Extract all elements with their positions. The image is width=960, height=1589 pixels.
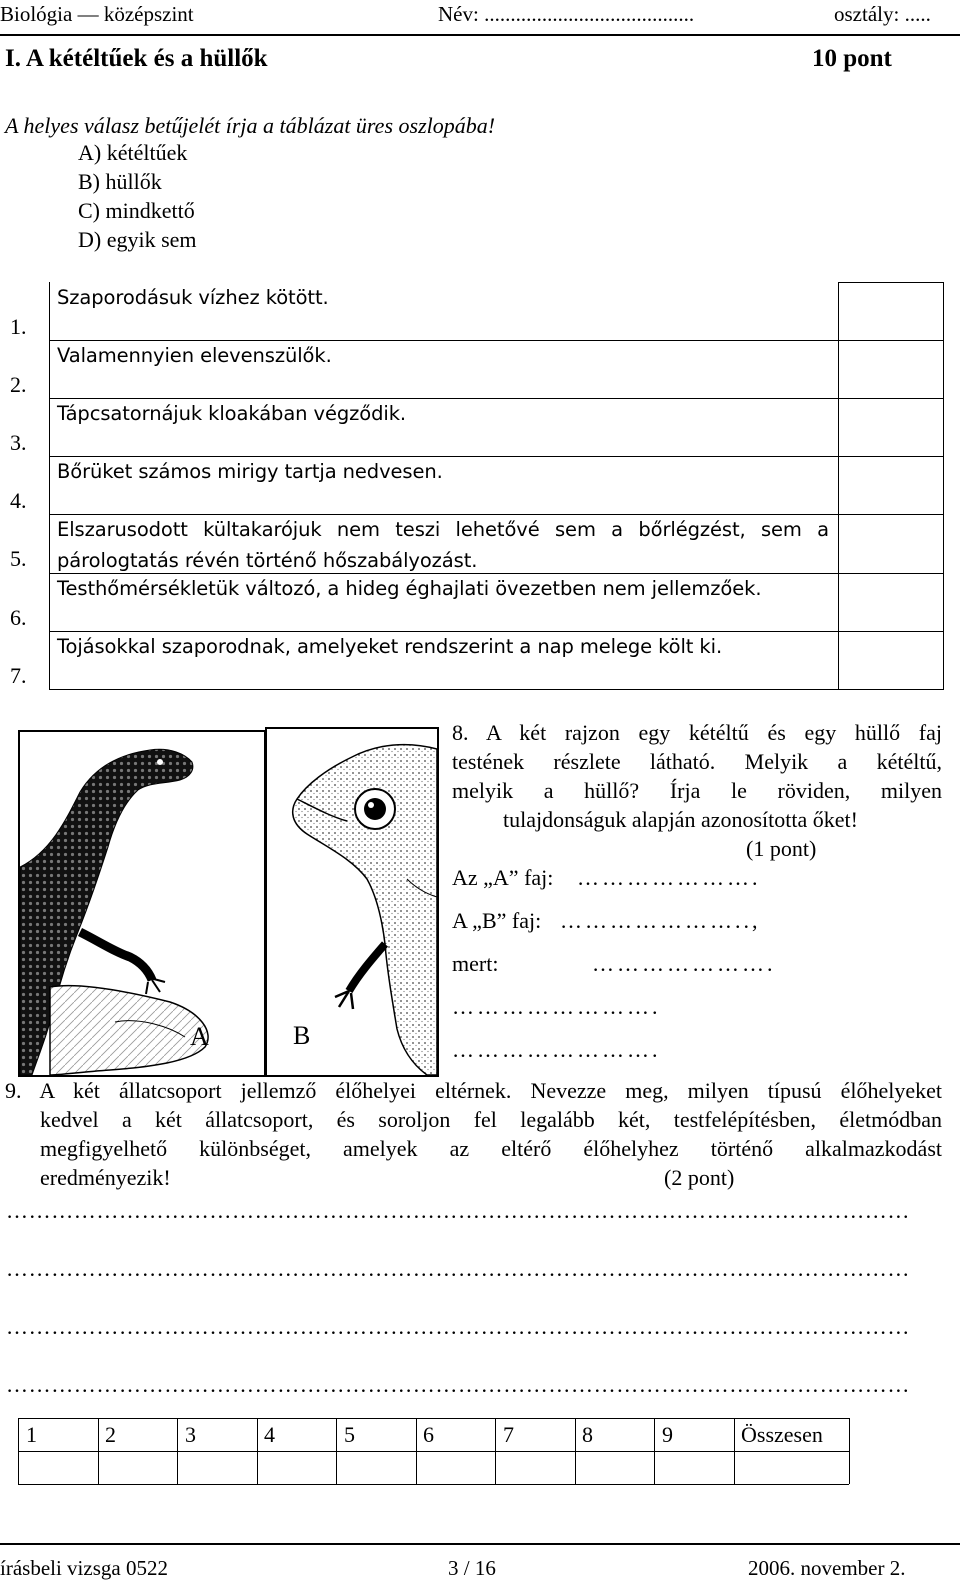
q8-b-label: A „B” faj: [452,908,542,933]
q8-text-line: melyik a hüllő? Írja le röviden, milyen [452,778,942,803]
q9-text-line: eredményezik! [40,1165,171,1190]
score-cell-5[interactable] [337,1452,415,1483]
q8-b-answer-field[interactable] [560,908,850,934]
q8-points: (1 pont) [746,836,817,861]
option-a: A) kétéltűek [78,140,188,165]
frog-image [265,727,439,1077]
option-d: D) egyik sem [78,227,197,252]
answer-cell-4[interactable] [839,457,942,513]
score-cell-9[interactable] [655,1452,733,1483]
item-number: 7. [10,663,27,688]
item-text: Szaporodásuk vízhez kötött. [57,286,329,309]
q8-text-line: 8. A két rajzon egy kétéltű és egy hüllő faj [452,720,942,745]
answer-cell-5[interactable] [839,515,942,572]
q9-text-line: kedvel a két állatcsoport, és soroljon fel legalább két, testfelépítésben, életmódban [40,1107,942,1132]
item-text: Valamennyien elevenszülők. [57,344,332,367]
q8-b-dots: ………………….., [560,908,761,933]
q9-text-line: 9. A két állatcsoport jellemző élőhelyei eltérnek. Nevezze meg, milyen típusú élőhelyeket [5,1078,942,1103]
item-number: 6. [10,605,27,630]
score-cell-3[interactable] [178,1452,256,1483]
item-text: Tápcsatornájuk kloakában végződik. [57,402,407,425]
footer-date: 2006. november 2. [748,1556,906,1580]
option-c: C) mindkettő [78,198,195,223]
item-text: Elszarusodott kültakarójuk nem teszi lehetővé sem a bőrlégzést, sem a [57,518,829,541]
q8-a-label: Az „A” faj: [452,865,554,890]
item-number: 3. [10,430,27,455]
header-rule [0,34,960,36]
answer-cell-1[interactable] [839,283,942,339]
image-b-label: B [293,1021,311,1050]
score-header: 5 [344,1422,355,1447]
q8-text-line: testének részlete látható. Melyik a kétéltű, [452,749,942,774]
lizard-drawing [20,732,264,1075]
item-number: 4. [10,488,27,513]
q9-answer-line[interactable]: ………………………………………………………………………………………………………… [6,1256,910,1281]
score-cell-7[interactable] [496,1452,574,1483]
score-cell-total[interactable] [735,1452,848,1483]
section-points: 10 pont [812,45,892,72]
q9-points: (2 pont) [664,1165,735,1190]
q8-extra-dots: ……………………. [452,994,661,1019]
score-cell-8[interactable] [576,1452,653,1483]
section-title: I. A kétéltűek és a hüllők [5,45,268,72]
item-number: 5. [10,546,27,571]
score-header: 9 [662,1422,673,1447]
item-text: Tojásokkal szaporodnak, amelyeket rendszerint a nap melege költ ki. [57,635,723,658]
answer-cell-7[interactable] [839,632,942,688]
score-header: 7 [503,1422,514,1447]
score-header: 1 [26,1422,37,1447]
name-field[interactable]: Név: ........................................ [438,2,695,26]
item-number: 1. [10,314,27,339]
class-field[interactable]: osztály: ..... [834,2,931,26]
item-text: Bőrüket számos mirigy tartja nedvesen. [57,460,443,483]
item-number: 2. [10,372,27,397]
q8-reason-field[interactable] [452,951,862,1063]
q8-text-line: tulajdonságuk alapján azonosította őket! [503,807,858,832]
score-cell-2[interactable] [99,1452,176,1483]
score-header: Összesen [741,1422,823,1447]
option-b: B) hüllők [78,169,162,194]
footer-exam-code: írásbeli vizsga 0522 [0,1556,168,1580]
q8-a-answer-field[interactable] [577,865,847,891]
instruction: A helyes válasz betűjelét írja a táblázat üres oszlopába! [5,113,496,138]
lizard-image [18,730,266,1077]
score-cell-1[interactable] [19,1452,97,1483]
score-header: 4 [264,1422,275,1447]
subject-header: Biológia — középszint [0,2,194,26]
q9-answer-line[interactable]: ………………………………………………………………………………………………………… [6,1314,910,1339]
score-cell-6[interactable] [417,1452,494,1483]
answer-cell-6[interactable] [839,574,942,630]
item-text: párologtatás révén történő hőszabályozást. [57,549,478,572]
footer-page-number: 3 / 16 [448,1556,496,1580]
q9-answer-line[interactable]: ………………………………………………………………………………………………………… [6,1198,910,1223]
score-header: 2 [105,1422,116,1447]
score-header: 3 [185,1422,196,1447]
image-a-label: A [190,1022,209,1051]
score-cell-4[interactable] [258,1452,335,1483]
score-header: 6 [423,1422,434,1447]
q9-text-line: megfigyelhető különbséget, amelyek az eltérő élőhelyhez történő alkalmazkodást [40,1136,942,1161]
answer-cell-2[interactable] [839,341,942,397]
answer-cell-3[interactable] [839,399,942,455]
q9-answer-line[interactable]: ………………………………………………………………………………………………………… [6,1372,910,1397]
item-text: Testhőmérsékletük változó, a hideg éghajlati övezetben nem jellemzőek. [57,577,762,600]
footer-rule [0,1543,960,1545]
q8-mert-dots: …………………. [592,951,776,976]
q8-extra-dots: ……………………. [452,1037,661,1062]
q8-a-dots: …………………. [577,865,761,890]
q8-mert-label: mert: [452,951,499,976]
score-header: 8 [582,1422,593,1447]
